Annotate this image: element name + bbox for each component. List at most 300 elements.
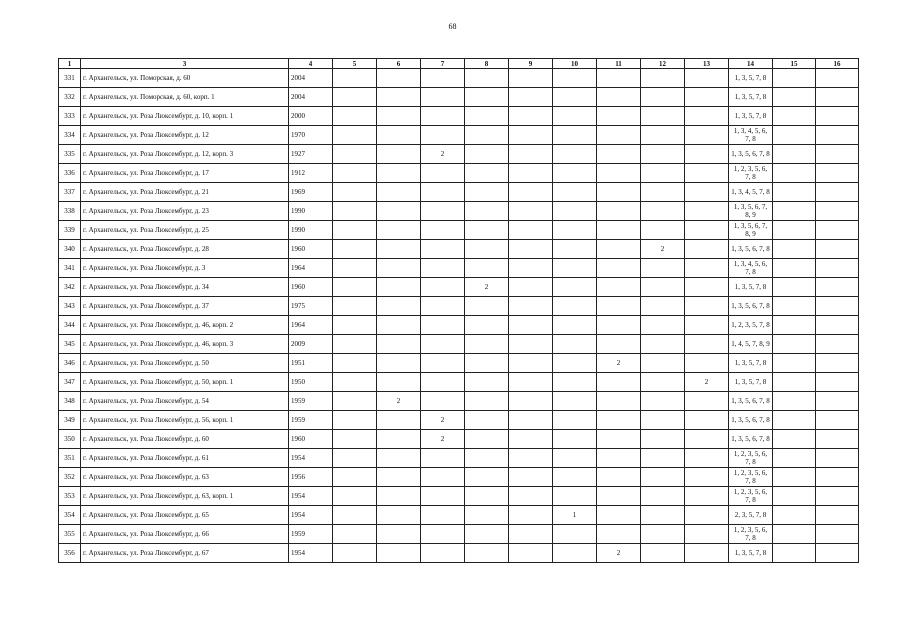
table-cell — [597, 164, 641, 183]
address-cell: г. Архангельск, ул. Роза Люксембург, д. 21 — [81, 183, 289, 202]
table-cell — [333, 259, 377, 278]
table-cell — [421, 69, 465, 88]
table-cell — [773, 525, 816, 544]
table-cell — [377, 430, 421, 449]
column-header: 9 — [509, 59, 553, 69]
table-cell — [816, 107, 859, 126]
year-cell: 1959 — [289, 411, 333, 430]
table-cell — [553, 392, 597, 411]
table-cell — [641, 259, 685, 278]
table-cell — [465, 107, 509, 126]
table-cell — [816, 297, 859, 316]
table-cell: 2 — [377, 392, 421, 411]
table-cell — [421, 544, 465, 563]
table-cell — [597, 259, 641, 278]
table-cell — [597, 126, 641, 145]
table-cell — [597, 449, 641, 468]
year-cell: 1960 — [289, 430, 333, 449]
table-cell — [421, 164, 465, 183]
table-cell — [597, 183, 641, 202]
table-row — [59, 183, 859, 202]
table-cell — [333, 278, 377, 297]
table-row — [59, 335, 859, 354]
table-cell — [816, 506, 859, 525]
table-cell — [597, 316, 641, 335]
address-cell: г. Архангельск, ул. Роза Люксембург, д. 66 — [81, 525, 289, 544]
table-cell — [509, 145, 553, 164]
table-row — [59, 221, 859, 240]
table-cell — [641, 487, 685, 506]
year-cell: 1956 — [289, 468, 333, 487]
codes-cell: 2, 3, 5, 7, 8 — [729, 506, 773, 525]
table-cell — [773, 278, 816, 297]
address-cell: г. Архангельск, ул. Роза Люксембург, д. 61 — [81, 449, 289, 468]
table-cell — [685, 145, 729, 164]
table-cell — [553, 183, 597, 202]
table-cell — [509, 373, 553, 392]
table-cell — [816, 126, 859, 145]
table-cell — [377, 202, 421, 221]
row-number-cell: 338 — [59, 202, 81, 221]
year-cell: 1964 — [289, 316, 333, 335]
row-number-cell: 348 — [59, 392, 81, 411]
row-number-cell: 339 — [59, 221, 81, 240]
table-cell — [421, 183, 465, 202]
address-cell: г. Архангельск, ул. Поморская, д. 60, корп. 1 — [81, 88, 289, 107]
table-cell — [421, 506, 465, 525]
address-cell: г. Архангельск, ул. Роза Люксембург, д. 10, корп. 1 — [81, 107, 289, 126]
table-cell — [377, 88, 421, 107]
table-cell — [773, 183, 816, 202]
table-cell — [509, 278, 553, 297]
codes-cell: 1, 3, 5, 7, 8 — [729, 69, 773, 88]
table-row — [59, 487, 859, 506]
table-row — [59, 240, 859, 259]
table-cell — [377, 544, 421, 563]
table-cell — [553, 240, 597, 259]
table-cell — [509, 449, 553, 468]
codes-cell: 1, 2, 3, 5, 6, 7, 8 — [729, 525, 773, 544]
table-cell — [553, 411, 597, 430]
row-number-cell: 352 — [59, 468, 81, 487]
codes-cell: 1, 2, 3, 5, 6, 7, 8 — [729, 487, 773, 506]
table-cell — [816, 202, 859, 221]
year-cell: 1954 — [289, 544, 333, 563]
address-cell: г. Архангельск, ул. Роза Люксембург, д. 46, корп. 2 — [81, 316, 289, 335]
table-cell — [333, 240, 377, 259]
table-cell — [333, 69, 377, 88]
table-cell — [333, 449, 377, 468]
table-row — [59, 202, 859, 221]
table-cell — [685, 354, 729, 373]
table-cell — [421, 259, 465, 278]
table-cell — [641, 544, 685, 563]
table-row — [59, 449, 859, 468]
table-cell — [641, 468, 685, 487]
table-cell — [641, 506, 685, 525]
table-cell — [553, 278, 597, 297]
table-row — [59, 506, 859, 525]
column-header: 1 — [59, 59, 81, 69]
address-cell: г. Архангельск, ул. Роза Люксембург, д. 63 — [81, 468, 289, 487]
address-cell: г. Архангельск, ул. Роза Люксембург, д. 34 — [81, 278, 289, 297]
table-cell — [553, 525, 597, 544]
row-number-cell: 354 — [59, 506, 81, 525]
table-cell — [597, 373, 641, 392]
table-cell — [816, 259, 859, 278]
column-header: 11 — [597, 59, 641, 69]
table-cell — [641, 202, 685, 221]
year-cell: 1959 — [289, 392, 333, 411]
codes-cell: 1, 3, 5, 6, 7, 8 — [729, 145, 773, 164]
table-cell — [377, 449, 421, 468]
table-row — [59, 468, 859, 487]
table-cell — [377, 373, 421, 392]
row-number-cell: 351 — [59, 449, 81, 468]
year-cell: 1975 — [289, 297, 333, 316]
table-cell — [333, 392, 377, 411]
table-cell — [816, 354, 859, 373]
table-cell — [597, 202, 641, 221]
table-cell — [333, 316, 377, 335]
table-cell — [641, 430, 685, 449]
table-cell — [509, 316, 553, 335]
codes-cell: 1, 2, 3, 5, 6, 7, 8 — [729, 449, 773, 468]
address-cell: г. Архангельск, ул. Роза Люксембург, д. 65 — [81, 506, 289, 525]
table-cell — [465, 411, 509, 430]
table-cell — [641, 183, 685, 202]
table-cell — [685, 335, 729, 354]
table-cell — [509, 544, 553, 563]
table-cell — [377, 468, 421, 487]
table-cell — [377, 240, 421, 259]
codes-cell: 1, 2, 3, 5, 6, 7, 8 — [729, 164, 773, 183]
codes-cell: 1, 2, 3, 5, 7, 8 — [729, 316, 773, 335]
table-cell — [377, 506, 421, 525]
table-cell — [465, 202, 509, 221]
address-cell: г. Архангельск, ул. Роза Люксембург, д. 46, корп. 3 — [81, 335, 289, 354]
row-number-cell: 349 — [59, 411, 81, 430]
table-cell — [641, 126, 685, 145]
table-cell — [421, 240, 465, 259]
address-cell: г. Архангельск, ул. Роза Люксембург, д. 28 — [81, 240, 289, 259]
table-cell — [377, 297, 421, 316]
table-body — [59, 69, 859, 563]
table-cell — [816, 221, 859, 240]
table-cell — [421, 316, 465, 335]
table-cell — [509, 430, 553, 449]
table-cell — [421, 373, 465, 392]
table-cell — [553, 335, 597, 354]
table-cell — [377, 69, 421, 88]
table-cell — [685, 506, 729, 525]
year-cell: 1954 — [289, 487, 333, 506]
table-cell: 2 — [465, 278, 509, 297]
table-cell — [465, 468, 509, 487]
codes-cell: 1, 3, 5, 6, 7, 8 — [729, 297, 773, 316]
table-cell — [333, 525, 377, 544]
row-number-cell: 334 — [59, 126, 81, 145]
table-cell — [773, 145, 816, 164]
table-cell — [465, 240, 509, 259]
year-cell: 1959 — [289, 525, 333, 544]
table-cell — [685, 392, 729, 411]
table-cell — [685, 487, 729, 506]
table-cell — [685, 240, 729, 259]
table-cell — [685, 221, 729, 240]
table-cell — [509, 164, 553, 183]
row-number-cell: 335 — [59, 145, 81, 164]
year-cell: 1964 — [289, 259, 333, 278]
table-cell — [816, 183, 859, 202]
header-row — [59, 59, 859, 69]
table-cell — [333, 411, 377, 430]
table-cell — [421, 221, 465, 240]
codes-cell: 1, 3, 4, 5, 6, 7, 8 — [729, 126, 773, 145]
table-row — [59, 259, 859, 278]
table-cell — [773, 335, 816, 354]
codes-cell: 1, 3, 5, 6, 7, 8 — [729, 411, 773, 430]
table-cell — [333, 354, 377, 373]
address-cell: г. Архангельск, ул. Роза Люксембург, д. 60 — [81, 430, 289, 449]
column-header: 12 — [641, 59, 685, 69]
table-cell — [377, 126, 421, 145]
year-cell: 2000 — [289, 107, 333, 126]
table-cell: 1 — [553, 506, 597, 525]
table-cell — [465, 145, 509, 164]
table-cell — [773, 411, 816, 430]
column-header: 8 — [465, 59, 509, 69]
table-cell — [509, 335, 553, 354]
table-cell — [465, 259, 509, 278]
table-cell — [685, 126, 729, 145]
table-cell — [641, 449, 685, 468]
table-cell — [597, 487, 641, 506]
codes-cell: 1, 3, 5, 7, 8 — [729, 278, 773, 297]
table-cell — [509, 107, 553, 126]
table-cell: 2 — [641, 240, 685, 259]
table-cell — [816, 373, 859, 392]
address-cell: г. Архангельск, ул. Роза Люксембург, д. 3 — [81, 259, 289, 278]
table-cell — [553, 221, 597, 240]
address-cell: г. Архангельск, ул. Поморская, д. 60 — [81, 69, 289, 88]
year-cell: 1912 — [289, 164, 333, 183]
codes-cell: 1, 3, 5, 7, 8 — [729, 107, 773, 126]
row-number-cell: 347 — [59, 373, 81, 392]
year-cell: 1960 — [289, 240, 333, 259]
table-cell — [816, 487, 859, 506]
table-cell — [597, 525, 641, 544]
row-number-cell: 346 — [59, 354, 81, 373]
table-cell — [816, 316, 859, 335]
address-cell: г. Архангельск, ул. Роза Люксембург, д. 12, корп. 3 — [81, 145, 289, 164]
table-cell — [509, 126, 553, 145]
table-cell — [773, 69, 816, 88]
table-cell — [685, 107, 729, 126]
table-cell — [465, 335, 509, 354]
table-cell — [333, 183, 377, 202]
table-cell — [509, 487, 553, 506]
table-cell — [465, 297, 509, 316]
row-number-cell: 340 — [59, 240, 81, 259]
table-cell — [816, 544, 859, 563]
table-cell — [816, 411, 859, 430]
table-cell — [553, 126, 597, 145]
table-cell: 2 — [421, 145, 465, 164]
table-cell — [641, 221, 685, 240]
table-cell — [465, 88, 509, 107]
codes-cell: 1, 3, 5, 6, 7, 8, 9 — [729, 202, 773, 221]
table-cell — [333, 430, 377, 449]
table-cell — [421, 354, 465, 373]
table-cell — [816, 145, 859, 164]
column-header: 3 — [81, 59, 289, 69]
table-cell — [773, 107, 816, 126]
table-row — [59, 297, 859, 316]
column-header: 7 — [421, 59, 465, 69]
table-cell — [816, 69, 859, 88]
table-cell — [816, 164, 859, 183]
table-cell — [553, 487, 597, 506]
table-cell — [597, 88, 641, 107]
table-cell — [641, 297, 685, 316]
column-header: 10 — [553, 59, 597, 69]
table-cell — [685, 164, 729, 183]
table-cell — [465, 487, 509, 506]
address-cell: г. Архангельск, ул. Роза Люксембург, д. 25 — [81, 221, 289, 240]
table-cell — [509, 468, 553, 487]
table-cell — [377, 259, 421, 278]
table-cell — [816, 525, 859, 544]
table-row — [59, 373, 859, 392]
row-number-cell: 350 — [59, 430, 81, 449]
column-header: 14 — [729, 59, 773, 69]
table-row — [59, 525, 859, 544]
table-cell — [465, 449, 509, 468]
table-cell: 2 — [421, 411, 465, 430]
table-cell — [641, 392, 685, 411]
table-cell — [421, 107, 465, 126]
table-cell — [509, 221, 553, 240]
table-cell — [333, 88, 377, 107]
year-cell: 1960 — [289, 278, 333, 297]
codes-cell: 1, 3, 4, 5, 7, 8 — [729, 183, 773, 202]
table-row — [59, 411, 859, 430]
row-number-cell: 337 — [59, 183, 81, 202]
table-row — [59, 316, 859, 335]
table-cell — [641, 88, 685, 107]
year-cell: 1990 — [289, 202, 333, 221]
table-cell — [421, 468, 465, 487]
codes-cell: 1, 3, 5, 7, 8 — [729, 354, 773, 373]
table-row — [59, 69, 859, 88]
table-cell — [685, 202, 729, 221]
column-header: 5 — [333, 59, 377, 69]
table-row — [59, 164, 859, 183]
table-cell — [773, 316, 816, 335]
row-number-cell: 344 — [59, 316, 81, 335]
column-header: 6 — [377, 59, 421, 69]
row-number-cell: 341 — [59, 259, 81, 278]
year-cell: 1950 — [289, 373, 333, 392]
codes-cell: 1, 3, 5, 7, 8 — [729, 88, 773, 107]
table-cell — [509, 202, 553, 221]
table-cell — [509, 183, 553, 202]
table-cell — [377, 183, 421, 202]
table-cell — [421, 335, 465, 354]
table-cell — [509, 506, 553, 525]
table-cell — [553, 373, 597, 392]
table-cell — [333, 221, 377, 240]
table-cell — [773, 506, 816, 525]
table-cell — [509, 240, 553, 259]
table-cell: 2 — [597, 544, 641, 563]
table-cell — [509, 259, 553, 278]
address-cell: г. Архангельск, ул. Роза Люксембург, д. 50 — [81, 354, 289, 373]
row-number-cell: 332 — [59, 88, 81, 107]
table-cell — [773, 373, 816, 392]
codes-cell: 1, 3, 4, 5, 6, 7, 8 — [729, 259, 773, 278]
table-cell — [465, 544, 509, 563]
table-cell — [597, 145, 641, 164]
table-row — [59, 145, 859, 164]
table-cell — [641, 411, 685, 430]
address-cell: г. Архангельск, ул. Роза Люксембург, д. 12 — [81, 126, 289, 145]
table-header — [59, 59, 859, 69]
table-cell — [773, 449, 816, 468]
table-cell — [685, 297, 729, 316]
address-cell: г. Архангельск, ул. Роза Люксембург, д. 67 — [81, 544, 289, 563]
table-cell — [509, 392, 553, 411]
table-cell — [465, 392, 509, 411]
table-cell — [553, 316, 597, 335]
year-cell: 2009 — [289, 335, 333, 354]
table-cell — [773, 354, 816, 373]
table-cell — [421, 525, 465, 544]
table-cell — [333, 297, 377, 316]
table-cell — [816, 468, 859, 487]
row-number-cell: 356 — [59, 544, 81, 563]
year-cell: 1990 — [289, 221, 333, 240]
year-cell: 1951 — [289, 354, 333, 373]
table-cell — [773, 297, 816, 316]
table-cell — [685, 316, 729, 335]
table-cell — [641, 107, 685, 126]
row-number-cell: 342 — [59, 278, 81, 297]
table-cell — [685, 468, 729, 487]
table-cell — [553, 164, 597, 183]
table-cell — [333, 373, 377, 392]
table-cell — [553, 468, 597, 487]
table-cell — [597, 411, 641, 430]
year-cell: 1954 — [289, 506, 333, 525]
table-cell — [465, 506, 509, 525]
row-number-cell: 336 — [59, 164, 81, 183]
address-cell: г. Архангельск, ул. Роза Люксембург, д. 37 — [81, 297, 289, 316]
table-cell — [465, 430, 509, 449]
table-row — [59, 88, 859, 107]
table-cell — [377, 107, 421, 126]
table-cell — [773, 544, 816, 563]
table-cell — [333, 487, 377, 506]
address-cell: г. Архангельск, ул. Роза Люксембург, д. 63, корп. 1 — [81, 487, 289, 506]
table-cell — [773, 88, 816, 107]
table-cell — [597, 430, 641, 449]
table-cell — [597, 278, 641, 297]
table-cell — [773, 126, 816, 145]
table-cell — [816, 240, 859, 259]
year-cell: 1970 — [289, 126, 333, 145]
